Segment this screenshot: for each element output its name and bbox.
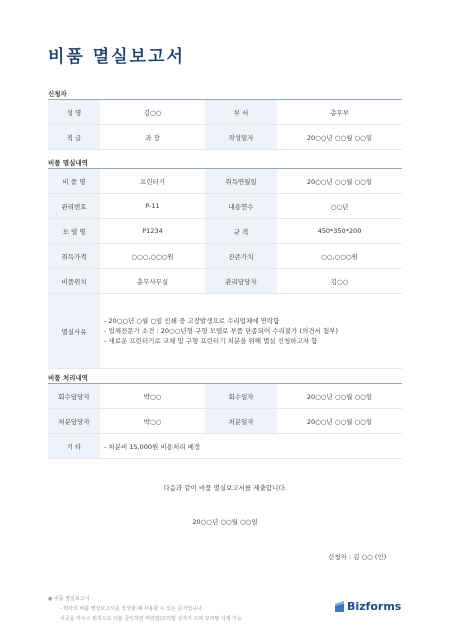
- table-row: [48, 100, 402, 125]
- page-title: 비품 멸실보고서: [48, 47, 185, 67]
- table-row: [48, 409, 402, 434]
- reason-line: - 20○○년 ○월 ○일 인쇄 중 고장발생으로 수리업체에 연락함: [104, 317, 280, 325]
- value-cell: 김○○: [277, 269, 402, 294]
- footer-line: - 회사의 비품 멸실보고서를 작성할 때 사용할 수 있는 문서입니다.: [60, 606, 204, 612]
- table-row: [48, 125, 402, 150]
- value-cell: 450*350*200: [277, 219, 402, 244]
- value-cell: P-11: [100, 194, 205, 219]
- table-row: [48, 384, 402, 409]
- brand-name: Bizforms: [347, 600, 402, 613]
- footer-title: 비품 멸실보고서: [53, 596, 90, 602]
- footer-note: [48, 594, 242, 624]
- label-cell: 비 품 명: [48, 169, 100, 194]
- value-cell: 박○○: [100, 409, 205, 434]
- section-heading-applicant: 신청자: [48, 90, 67, 98]
- bizforms-logo-icon: [334, 600, 345, 613]
- label-cell: 내용연수: [205, 194, 277, 219]
- reason-line: - 새로운 프린터기로 교체 및 구형 프린터기 처분을 위해 멸실 신청하고자 함: [104, 337, 318, 345]
- label-cell: 회수담당자: [48, 384, 100, 409]
- table-row: [48, 219, 402, 244]
- label-cell: 회수일자: [205, 384, 277, 409]
- reason-line: - 업체전문가 소견 : 20○○년형 구형 모델로 부품 단종되어 수리불가 (의견서 첨부): [104, 327, 339, 335]
- reason-cell: [100, 294, 402, 369]
- submission-statement: 다음과 같이 비품 멸실보고서를 제출합니다.: [163, 484, 287, 492]
- value-cell: 20○○년 ○○월 ○○일: [277, 169, 402, 194]
- table-row: [48, 244, 402, 269]
- value-cell: 프린터기: [100, 169, 205, 194]
- label-cell: 관리번호: [48, 194, 100, 219]
- value-cell: 과 장: [100, 125, 205, 150]
- label-cell: 취득가격: [48, 244, 100, 269]
- value-cell: 총무부: [277, 100, 402, 125]
- label-cell: 관리담당자: [205, 269, 277, 294]
- value-cell: P1234: [100, 219, 205, 244]
- label-cell: 부 서: [205, 100, 277, 125]
- processing-table: [48, 384, 402, 459]
- label-cell: 기 타: [48, 434, 100, 459]
- signature-line: 신청자 : 김 ○○ (인): [328, 553, 387, 561]
- section-heading-details: 비품 멸실내역: [48, 159, 88, 167]
- table-row: [48, 269, 402, 294]
- section-heading-processing: 비품 처리내역: [48, 374, 88, 382]
- label-cell: 처분일자: [205, 409, 277, 434]
- value-cell: 총무사무실: [100, 269, 205, 294]
- table-row-reason: [48, 294, 402, 369]
- value-cell: ○○○,○○○원: [100, 244, 205, 269]
- brand-logo: [334, 600, 401, 613]
- table-row: [48, 434, 402, 459]
- label-cell: 작성일자: [205, 125, 277, 150]
- label-cell: 비품위치: [48, 269, 100, 294]
- label-cell: 취득연월일: [205, 169, 277, 194]
- value-cell: ○○년: [277, 194, 402, 219]
- label-cell: 규 격: [205, 219, 277, 244]
- label-cell: 모 델 명: [48, 219, 100, 244]
- value-cell: 김○○: [100, 100, 205, 125]
- label-cell: 멸실사유: [48, 294, 100, 369]
- label-cell: 잔존가치: [205, 244, 277, 269]
- label-cell: 처분담당자: [48, 409, 100, 434]
- table-row: [48, 194, 402, 219]
- value-cell: 20○○년 ○○월 ○○일: [277, 384, 402, 409]
- label-cell: 직 급: [48, 125, 100, 150]
- label-cell: 성 명: [48, 100, 100, 125]
- table-row: [48, 169, 402, 194]
- footer-line: 이곳을 마우스 왼쪽으로 더블 클릭하면 머리말/꼬리말 상자가 뜨며 꼬리말 삭제 가능: [60, 616, 242, 622]
- submission-date: 20○○년 ○○월 ○○일: [192, 518, 258, 526]
- applicant-table: [48, 100, 402, 150]
- value-cell: ○○,○○○원: [277, 244, 402, 269]
- value-cell: 박○○: [100, 384, 205, 409]
- value-cell: 20○○년 ○○월 ○○일: [277, 125, 402, 150]
- etc-cell: - 처분비 15,000원 비용처리 예정: [100, 434, 402, 459]
- value-cell: 20○○년 ○○월 ○○일: [277, 409, 402, 434]
- details-table: [48, 169, 402, 369]
- bullet-icon: ●: [48, 596, 53, 602]
